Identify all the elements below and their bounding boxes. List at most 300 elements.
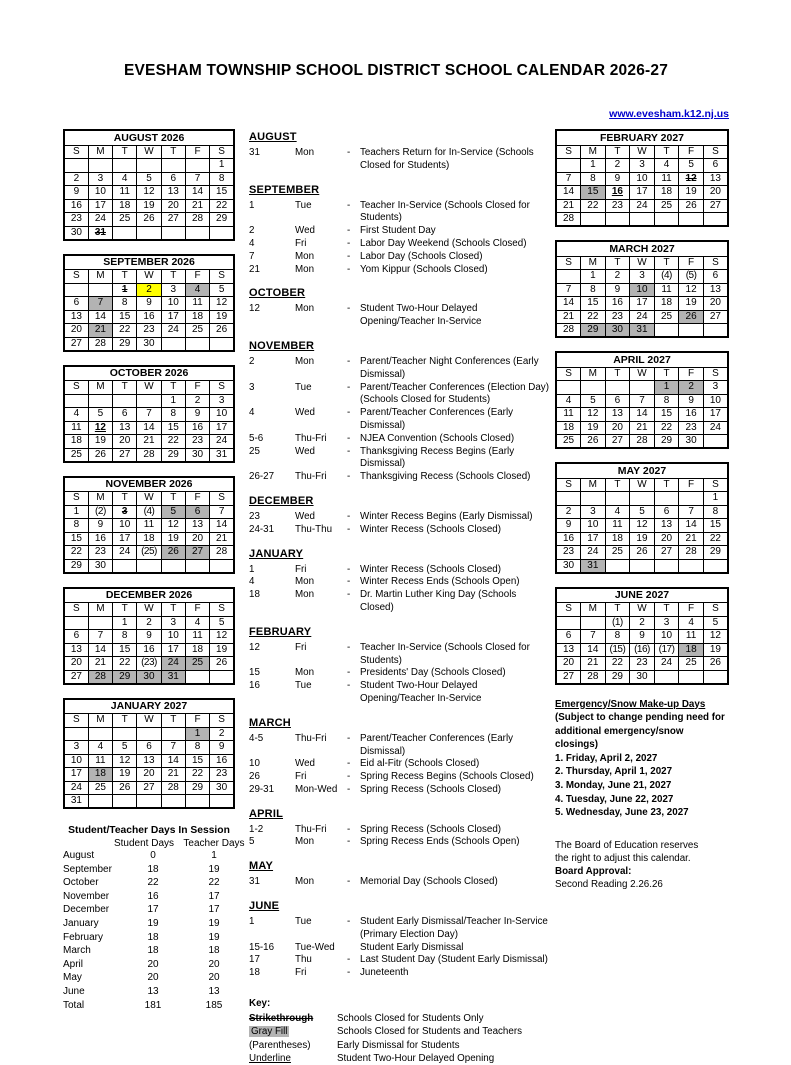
calendar-day-cell: 13 (64, 643, 88, 657)
calendar-day-cell: 1 (581, 159, 606, 173)
event-description: Yom Kippur (Schools Closed) (360, 263, 488, 275)
calendar-day-cell (654, 213, 679, 227)
event-date: 18 (249, 967, 260, 979)
event-dash: - (347, 783, 351, 795)
calendar-day-cell: 7 (137, 408, 161, 422)
day-header-cell: S (703, 145, 728, 159)
calendar-day-cell: 4 (185, 616, 209, 630)
calendar-dayheader-row (556, 478, 728, 492)
calendar-day-cell: 3 (64, 741, 88, 755)
calendar-day-cell: 30 (210, 781, 234, 795)
calendar-day-cell: 23 (605, 199, 630, 213)
day-header-cell: T (113, 145, 137, 159)
right-calendars (555, 129, 729, 685)
calendar-week-row (64, 519, 234, 533)
calendar-week-row (556, 519, 728, 533)
event-month-june (249, 900, 549, 980)
calendar-day-cell: 1 (210, 159, 234, 173)
event-weekday: Thu-Fri (295, 432, 327, 444)
event-dash: - (347, 303, 351, 315)
event-row (249, 238, 549, 251)
event-month-may (249, 860, 549, 889)
event-dash: - (347, 876, 351, 888)
calendar-day-cell (703, 670, 728, 684)
calendar-day-cell: 21 (137, 435, 161, 449)
calendar-week-row (556, 310, 728, 324)
event-date: 26 (249, 771, 260, 783)
event-weekday (295, 394, 347, 407)
session-header-teacher: Teacher Days (183, 838, 245, 849)
calendar-day-cell: (15) (605, 643, 630, 657)
event-description: Parent/Teacher Conferences (Election Day) (360, 381, 549, 393)
day-header-cell: S (703, 256, 728, 270)
event-description: Parent/Teacher Conferences (Early Dismissal) (360, 407, 514, 431)
calendar-day-cell: 22 (654, 421, 679, 435)
event-month-march (249, 717, 549, 797)
calendar-day-cell: 15 (113, 310, 137, 324)
calendar-week-row (556, 657, 728, 671)
session-row (63, 944, 235, 958)
calendar-day-cell: 8 (581, 283, 606, 297)
calendar-day-cell: 19 (113, 768, 137, 782)
event-month-december (249, 495, 549, 537)
calendar-week-row (64, 754, 234, 768)
calendar-day-cell: 4 (113, 172, 137, 186)
calendar-day-cell (137, 727, 161, 741)
calendar-day-cell: 15 (185, 754, 209, 768)
day-header-cell: M (581, 367, 606, 381)
calendar-day-cell: 29 (64, 559, 88, 573)
event-month-heading: SEPTEMBER (249, 183, 320, 196)
calendar-day-cell (161, 795, 185, 809)
calendar-day-cell: 8 (581, 172, 606, 186)
calendar-day-cell: 30 (64, 226, 88, 240)
event-weekday: Mon-Wed (295, 783, 338, 795)
calendar-day-cell: 15 (64, 532, 88, 546)
day-header-cell: T (654, 603, 679, 617)
calendar-week-row (64, 546, 234, 560)
day-header-cell: S (210, 270, 234, 284)
event-row (249, 303, 549, 329)
event-row (249, 576, 549, 589)
event-row (249, 564, 549, 577)
calendar-day-cell: 16 (210, 754, 234, 768)
day-header-cell: W (137, 603, 161, 617)
calendar-day-cell: 20 (703, 297, 728, 311)
calendar-day-cell: 9 (679, 394, 704, 408)
event-description: Labor Day Weekend (Schools Closed) (360, 237, 527, 249)
event-dash: - (347, 667, 351, 679)
website-row (63, 104, 729, 122)
calendar-day-cell: 5 (88, 408, 112, 422)
event-description: Winter Recess Ends (Schools Open) (360, 576, 520, 588)
event-dash: - (347, 225, 351, 237)
event-weekday: Mon (295, 250, 315, 262)
calendar-week-row (556, 670, 728, 684)
day-header-cell: S (556, 478, 581, 492)
calendar-day-cell: 17 (630, 297, 655, 311)
calendar-day-cell: 30 (679, 435, 704, 449)
calendar-day-cell (679, 492, 704, 506)
session-month: Total (63, 999, 85, 1011)
calendar-day-cell (630, 492, 655, 506)
event-date: 15-16 (249, 941, 275, 953)
calendar-day-cell: 3 (113, 505, 137, 519)
calendar-day-cell: 28 (679, 546, 704, 560)
calendar-day-cell: 4 (556, 394, 581, 408)
calendar-day-cell: 7 (556, 172, 581, 186)
day-header-cell: M (88, 381, 112, 395)
calendar-day-cell: 1 (703, 492, 728, 506)
calendar-day-cell: 23 (605, 310, 630, 324)
day-header-cell: T (605, 256, 630, 270)
day-header-cell: T (161, 381, 185, 395)
session-teacher-days: 20 (208, 958, 220, 970)
content-columns (63, 129, 729, 1065)
session-row (63, 917, 235, 931)
day-header-cell: F (679, 478, 704, 492)
calendar-day-cell: 15 (581, 186, 606, 200)
calendar-day-cell: 25 (654, 199, 679, 213)
calendar-day-cell: 20 (64, 324, 88, 338)
calendar-title-row (64, 477, 234, 492)
calendar-week-row (64, 337, 234, 351)
day-header-cell: M (88, 270, 112, 284)
event-weekday: Thu (295, 954, 312, 966)
event-dash: - (347, 199, 351, 211)
calendar-week-row (64, 408, 234, 422)
calendar-day-cell (161, 337, 185, 351)
calendar-day-cell: (4) (137, 505, 161, 519)
event-row (249, 836, 549, 849)
event-month-heading: AUGUST (249, 131, 297, 143)
calendar-december-2026 (63, 587, 235, 685)
calendar-dayheader-row (556, 603, 728, 617)
day-header-cell: F (679, 603, 704, 617)
calendar-day-cell: 8 (654, 394, 679, 408)
event-weekday: Tue (295, 199, 312, 211)
calendar-day-cell: 29 (113, 337, 137, 351)
calendar-day-cell: 16 (556, 532, 581, 546)
calendar-day-cell: 4 (654, 159, 679, 173)
website-link[interactable]: www.evesham.k12.nj.us (609, 108, 729, 120)
event-date: 23 (249, 510, 260, 522)
calendar-week-row (556, 199, 728, 213)
event-dash: - (347, 589, 351, 601)
event-month-august (249, 131, 549, 173)
calendar-day-cell: 26 (210, 324, 234, 338)
calendar-day-cell: 19 (630, 532, 655, 546)
session-row (63, 931, 235, 945)
calendar-day-cell: 20 (605, 421, 630, 435)
calendar-day-cell: 12 (679, 283, 704, 297)
day-header-cell: W (630, 145, 655, 159)
event-description: Winter Recess Begins (Early Dismissal) (360, 510, 533, 522)
calendar-day-cell: 20 (137, 768, 161, 782)
calendar-title-row (556, 130, 728, 145)
event-description: Teacher In-Service (Schools Closed for Students) (360, 199, 530, 224)
event-dash: - (347, 381, 351, 393)
calendar-day-cell: 7 (88, 630, 112, 644)
calendar-day-cell (556, 381, 581, 395)
emergency-item: 5. Wednesday, June 23, 2027 (555, 807, 689, 819)
calendar-day-cell (113, 559, 137, 573)
event-dash: - (347, 147, 351, 158)
calendar-day-cell (556, 616, 581, 630)
calendar-dayheader-row (64, 381, 234, 395)
board-approval-value: Second Reading 2.26.26 (555, 879, 663, 891)
event-row (249, 954, 549, 967)
events-list (249, 131, 549, 980)
event-date: 24-31 (249, 523, 275, 535)
key-section (249, 997, 549, 1065)
calendar-day-cell: 30 (185, 448, 209, 462)
calendar-day-cell: 10 (161, 630, 185, 644)
key-label: Strikethrough (249, 1013, 314, 1025)
event-date: 1 (249, 199, 255, 211)
calendar-week-row (64, 741, 234, 755)
day-header-cell: F (679, 367, 704, 381)
calendar-month-title: AUGUST 2026 (64, 130, 234, 145)
calendar-day-cell: 3 (161, 283, 185, 297)
event-weekday: Thu-Fri (295, 823, 327, 835)
calendar-week-row (556, 505, 728, 519)
calendar-day-cell: 5 (210, 616, 234, 630)
calendar-day-cell: 22 (161, 435, 185, 449)
calendar-day-cell: 27 (137, 781, 161, 795)
calendar-day-cell (64, 159, 88, 173)
event-month-february (249, 626, 549, 706)
calendar-day-cell (630, 381, 655, 395)
calendar-day-cell: 17 (703, 408, 728, 422)
calendar-day-cell: 28 (630, 435, 655, 449)
event-date: 4 (249, 237, 255, 249)
calendar-day-cell: (17) (654, 643, 679, 657)
calendar-month-title: NOVEMBER 2026 (64, 477, 234, 492)
event-dash: - (347, 237, 351, 249)
calendar-day-cell (137, 394, 161, 408)
day-header-cell: S (64, 145, 88, 159)
calendar-day-cell: 11 (88, 754, 112, 768)
session-month: December (63, 904, 110, 916)
calendar-day-cell: 18 (185, 643, 209, 657)
day-header-cell: T (113, 714, 137, 728)
calendar-day-cell: 31 (581, 559, 606, 573)
calendar-day-cell: 3 (630, 159, 655, 173)
calendar-dayheader-row (556, 145, 728, 159)
calendar-day-cell (605, 213, 630, 227)
event-month-heading: JUNE (249, 900, 280, 913)
calendar-week-row (556, 324, 728, 338)
event-description: Student Two-Hour Delayed Opening/Teacher In-Service (360, 680, 482, 704)
calendar-week-row (64, 643, 234, 657)
day-header-cell: T (161, 714, 185, 728)
day-header-cell: S (556, 367, 581, 381)
calendar-day-cell (581, 213, 606, 227)
calendar-day-cell: 12 (88, 421, 112, 435)
calendar-may-2027 (555, 462, 729, 574)
calendar-day-cell: 30 (556, 559, 581, 573)
calendar-day-cell: 30 (137, 337, 161, 351)
calendar-month-title: FEBRUARY 2027 (556, 130, 728, 145)
calendar-day-cell: 3 (654, 616, 679, 630)
calendar-day-cell: 10 (630, 172, 655, 186)
calendar-day-cell: 20 (556, 657, 581, 671)
event-dash: - (347, 576, 351, 588)
key-label: (Parentheses) (249, 1039, 311, 1051)
calendar-day-cell: 25 (88, 781, 112, 795)
calendar-week-row (556, 421, 728, 435)
calendar-week-row (64, 616, 234, 630)
calendar-day-cell: 29 (605, 670, 630, 684)
key-row (249, 1039, 549, 1052)
event-date: 3 (249, 381, 255, 393)
calendar-day-cell: 10 (654, 630, 679, 644)
calendar-day-cell (88, 727, 112, 741)
calendar-day-cell: 12 (581, 408, 606, 422)
day-header-cell: T (113, 603, 137, 617)
calendar-day-cell (581, 616, 606, 630)
calendar-day-cell: 6 (605, 394, 630, 408)
event-date: 2 (249, 225, 255, 237)
event-description: Teachers Return for In-Service (Schools Closed for Students) (360, 147, 534, 171)
event-dash: - (347, 967, 351, 979)
calendar-week-row (556, 630, 728, 644)
event-weekday: Wed (295, 510, 315, 522)
calendar-month-title: SEPTEMBER 2026 (64, 255, 234, 270)
event-row (249, 680, 549, 706)
day-header-cell: S (64, 270, 88, 284)
calendar-day-cell (185, 337, 209, 351)
calendar-day-cell: 13 (703, 172, 728, 186)
event-month-heading: MAY (249, 860, 274, 873)
calendar-day-cell (605, 381, 630, 395)
event-dash: - (347, 954, 351, 966)
event-row (249, 916, 549, 942)
calendar-day-cell: 19 (703, 643, 728, 657)
calendar-day-cell: 3 (161, 616, 185, 630)
calendar-week-row (64, 727, 234, 741)
calendar-day-cell: 13 (113, 421, 137, 435)
calendar-day-cell (654, 324, 679, 338)
day-header-cell: F (185, 145, 209, 159)
event-description: Spring Recess Ends (Schools Open) (360, 836, 520, 848)
day-header-cell: W (137, 145, 161, 159)
event-weekday: Mon (295, 263, 315, 275)
event-date: 16 (249, 680, 260, 692)
calendar-day-cell: 18 (654, 297, 679, 311)
calendar-day-cell: 27 (556, 670, 581, 684)
calendar-day-cell: 14 (137, 421, 161, 435)
session-row (63, 876, 235, 890)
event-row (249, 667, 549, 680)
calendar-day-cell: 22 (703, 532, 728, 546)
key-row (249, 1012, 549, 1025)
session-teacher-days: 185 (205, 999, 223, 1011)
calendar-day-cell (88, 283, 112, 297)
calendar-day-cell: 28 (581, 670, 606, 684)
calendar-dayheader-row (64, 270, 234, 284)
day-header-cell: S (210, 492, 234, 506)
event-month-january (249, 548, 549, 615)
session-student-days: 18 (147, 945, 159, 957)
calendar-day-cell: 29 (210, 213, 234, 227)
calendar-day-cell: 11 (654, 283, 679, 297)
calendar-october-2026 (63, 365, 235, 463)
calendar-day-cell: 15 (113, 643, 137, 657)
calendar-week-row (556, 559, 728, 573)
event-row (249, 200, 549, 226)
day-header-cell: S (64, 381, 88, 395)
calendar-day-cell: 2 (64, 172, 88, 186)
calendar-day-cell: 24 (581, 546, 606, 560)
calendar-dayheader-row (64, 492, 234, 506)
event-dash: - (347, 407, 351, 419)
event-date: 12 (249, 641, 260, 653)
calendar-day-cell: 5 (679, 159, 704, 173)
day-header-cell: S (556, 603, 581, 617)
calendar-day-cell: 19 (210, 643, 234, 657)
session-month: March (63, 945, 91, 957)
session-row (63, 849, 235, 863)
event-weekday: Mon (295, 303, 315, 315)
calendar-day-cell: 21 (556, 310, 581, 324)
event-date: 7 (249, 250, 255, 262)
calendar-day-cell (679, 670, 704, 684)
calendar-day-cell: 15 (654, 408, 679, 422)
event-date: 21 (249, 263, 260, 275)
session-month: May (63, 972, 82, 984)
calendar-month-title: DECEMBER 2026 (64, 588, 234, 603)
calendar-day-cell: 11 (64, 421, 88, 435)
calendar-day-cell: 29 (161, 448, 185, 462)
day-header-cell: T (113, 381, 137, 395)
calendar-day-cell: 31 (630, 324, 655, 338)
day-header-cell: S (556, 145, 581, 159)
day-header-cell: T (654, 145, 679, 159)
session-month: April (63, 958, 84, 970)
event-description: Spring Recess Begins (Schools Closed) (360, 771, 534, 783)
emergency-item: 1. Friday, April 2, 2027 (555, 752, 658, 764)
calendar-week-row (556, 159, 728, 173)
calendar-day-cell (185, 795, 209, 809)
calendar-day-cell: 4 (64, 408, 88, 422)
calendar-dayheader-row (556, 256, 728, 270)
event-weekday: Fri (295, 237, 307, 249)
session-teacher-days: 17 (208, 904, 220, 916)
board-note (555, 839, 729, 865)
session-teacher-days: 18 (208, 945, 220, 957)
calendar-month-title: APRIL 2027 (556, 352, 728, 367)
day-header-cell: T (161, 492, 185, 506)
calendar-day-cell: 27 (703, 310, 728, 324)
calendar-day-cell: 7 (210, 505, 234, 519)
calendar-day-cell: 2 (605, 270, 630, 284)
calendar-day-cell: 24 (161, 324, 185, 338)
event-description: Parent/Teacher Night Conferences (Early Dismissal) (360, 355, 539, 380)
calendar-day-cell: (23) (137, 657, 161, 671)
session-month: August (63, 850, 95, 861)
calendar-week-row (556, 283, 728, 297)
event-weekday: Wed (295, 758, 315, 770)
calendar-day-cell: 28 (185, 213, 209, 227)
calendar-day-cell (581, 492, 606, 506)
calendar-day-cell: 12 (210, 630, 234, 644)
session-teacher-days: 19 (208, 863, 220, 875)
day-header-cell: F (185, 603, 209, 617)
emergency-items (555, 752, 729, 820)
event-row (249, 733, 549, 759)
